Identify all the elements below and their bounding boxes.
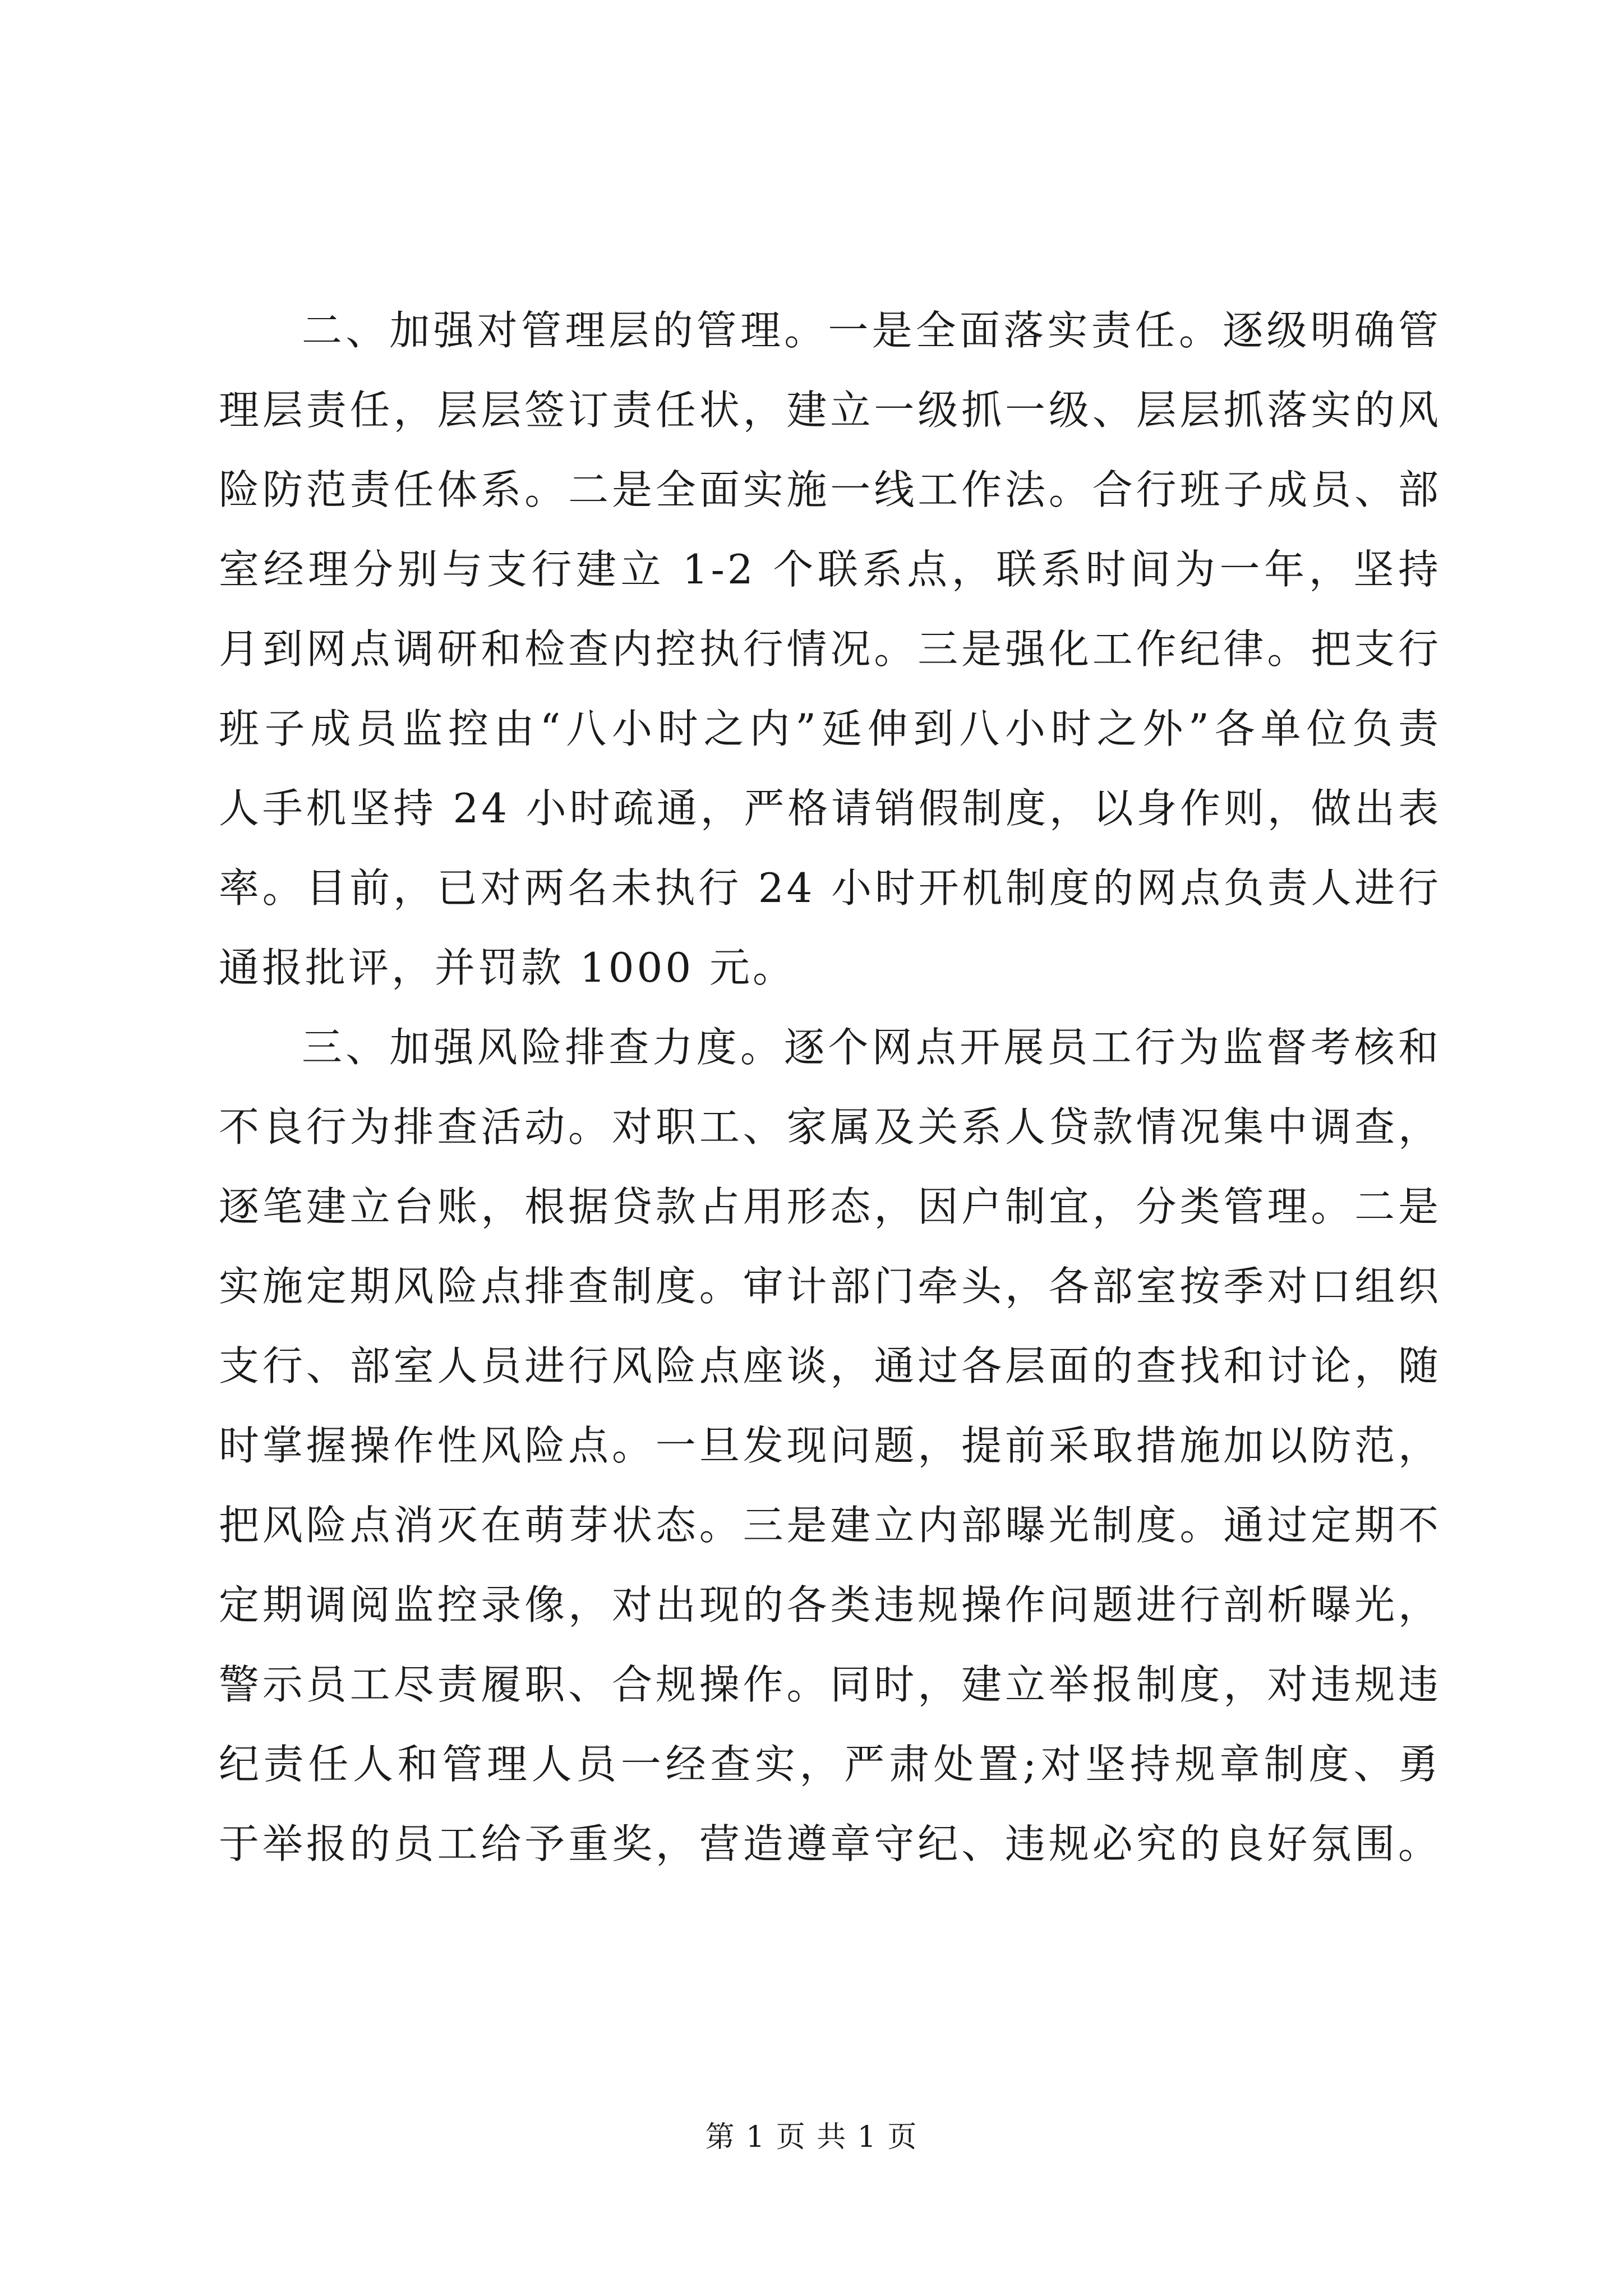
paragraph-line: 定期调阅监控录像，对出现的各类违规操作问题进行剖析曝光， [219,1581,1441,1628]
paragraph-line: 二、加强对管理层的管理。一是全面落实责任。逐级明确管 [302,307,1441,354]
paragraph-line: 实施定期风险点排查制度。审计部门牵头，各部室按季对口组织 [219,1263,1441,1310]
paragraph-line: 把风险点消灭在萌芽状态。三是建立内部曝光制度。通过定期不 [219,1502,1441,1549]
paragraph-line: 于举报的员工给予重奖，营造遵章守纪、违规必究的良好氛围。 [219,1820,1441,1867]
paragraph-line: 班子成员监控由“八小时之内”延伸到八小时之外”各单位负责 [219,705,1441,752]
paragraph-line: 月到网点调研和检查内控执行情况。三是强化工作纪律。把支行 [219,625,1441,673]
paragraph-line: 理层责任，层层签订责任状，建立一级抓一级、层层抓落实的风 [219,386,1441,434]
paragraph-line: 率。目前，已对两名未执行 24 小时开机制度的网点负责人进行 [219,864,1441,912]
paragraph-line: 时掌握操作性风险点。一旦发现问题，提前采取措施加以防范， [219,1422,1441,1469]
document-body [219,291,1441,1884]
paragraph-line: 室经理分别与支行建立 1-2 个联系点，联系时间为一年，坚持 [219,546,1441,593]
paragraph-line: 逐笔建立台账，根据贷款占用形态，因户制宜，分类管理。二是 [219,1183,1441,1230]
paragraph-line: 人手机坚持 24 小时疏通，严格请销假制度，以身作则，做出表 [219,785,1441,832]
paragraph-line: 纪责任人和管理人员一经查实，严肃处置;对坚持规章制度、勇 [219,1741,1441,1788]
paragraph-line: 警示员工尽责履职、合规操作。同时，建立举报制度，对违规违 [219,1661,1441,1708]
paragraph-line: 支行、部室人员进行风险点座谈，通过各层面的查找和讨论，随 [219,1342,1441,1389]
page-footer: 第 1 页 共 1 页 [705,2120,918,2154]
paragraph-line: 三、加强风险排查力度。逐个网点开展员工行为监督考核和 [302,1024,1441,1071]
paragraph-line: 险防范责任体系。二是全面实施一线工作法。合行班子成员、部 [219,466,1441,513]
paragraph-line: 不良行为排查活动。对职工、家属及关系人贷款情况集中调查， [219,1103,1441,1151]
paragraph-2 [219,291,1441,1007]
paragraph-line: 通报批评，并罚款 1000 元。 [219,944,796,991]
paragraph-3 [219,1007,1441,1884]
